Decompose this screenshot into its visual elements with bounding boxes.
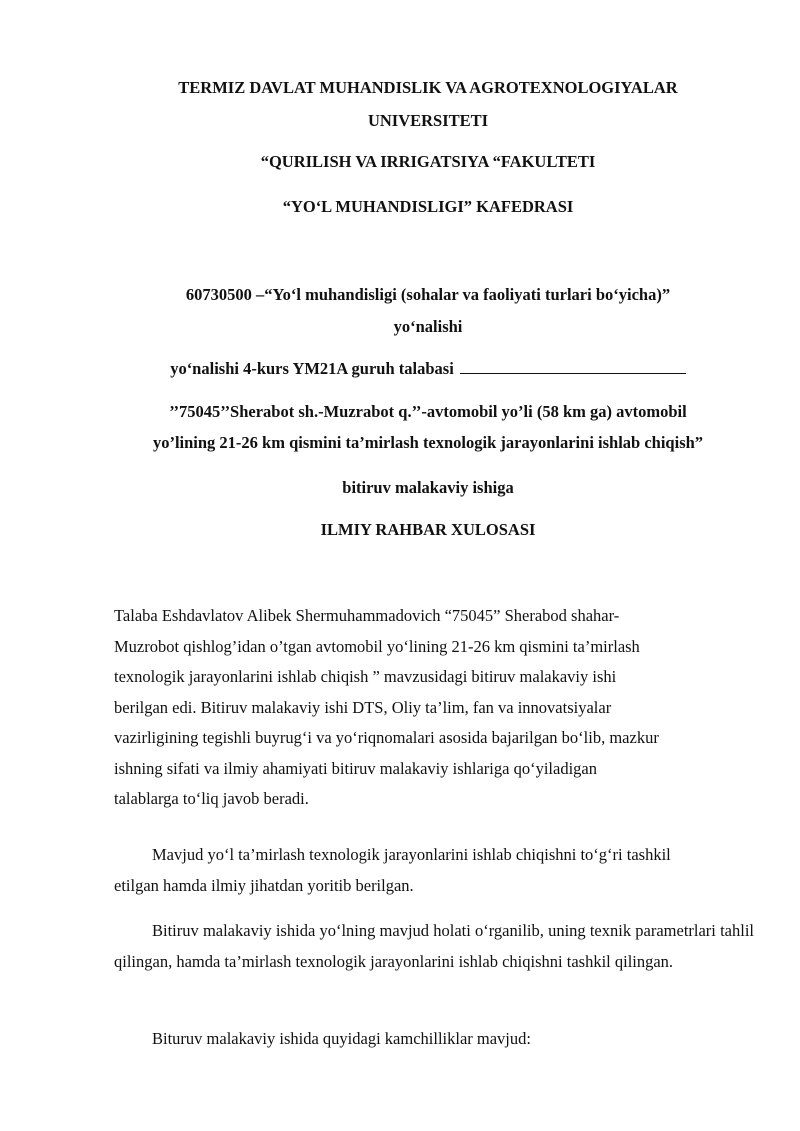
university-name-line2: UNIVERSITETI	[367, 111, 489, 130]
specialty-line1: 60730500 –“Yo‘l muhandisligi (sohalar va faoliyati turlari bo‘yicha)”	[185, 285, 671, 304]
student-line-text: yo‘nalishi 4-kurs YM21A guruh talabasi	[170, 359, 454, 378]
thesis-subtitle: bitiruv malakaviy ishiga	[342, 478, 514, 497]
paragraph-1-line: vazirligining tegishli buyrug‘i va yo‘riqnomalari asosida bajarilgan bo‘lib, mazkur	[114, 728, 659, 747]
student-name-blank	[460, 357, 686, 374]
paragraph-1-line: texnologik jarayonlarini ishlab chiqish ” mavzusidagi bitiruv malakaviy ishi	[114, 667, 617, 686]
paragraph-4: Bituruv malakaviy ishida quyidagi kamchilliklar mavjud:	[152, 1029, 531, 1048]
paragraph-2-line: etilgan hamda ilmiy jihatdan yoritib berilgan.	[114, 875, 414, 895]
paragraph-1-line: Talaba Eshdavlatov Alibek Shermuhammadovich “75045” Sherabod shahar-	[114, 606, 620, 625]
paragraph-1-line: berilgan edi. Bitiruv malakaviy ishi DTS, Oliy ta’lim, fan va innovatsiyalar	[114, 697, 612, 717]
paragraph-1-line: Muzrobot qishlog’idan o’tgan avtomobil yo‘lining 21-26 km qismini ta’mirlash	[114, 636, 640, 656]
specialty-line2: yo‘nalishi	[393, 317, 463, 336]
faculty-name: “QURILISH VA IRRIGATSIYA “FAKULTETI	[260, 152, 596, 171]
paragraph-2	[114, 840, 754, 901]
review-heading: ILMIY RAHBAR XULOSASI	[320, 520, 536, 539]
thesis-title-line1: ’’75045’’Sherabot sh.-Muzrabot q.’’-avtomobil yo’li (58 km ga) avtomobil	[169, 402, 687, 421]
paragraph-2-line: Mavjud yo‘l ta’mirlash texnologik jarayonlarini ishlab chiqishni to‘g‘ri tashkil	[152, 845, 671, 864]
thesis-title-line2: yo’lining 21-26 km qismini ta’mirlash texnologik jarayonlarini ishlab chiqish”	[152, 433, 704, 452]
paragraph-1-line: talablarga to‘liq javob beradi.	[114, 789, 309, 808]
paragraph-3: Bitiruv malakaviy ishida yo‘lning mavjud holati o‘rganilib, uning texnik parametrlari tahlil qilingan, hamda ta’mirlash texnologik jarayonlarini ishlab chiqishni tashkil qilingan.	[114, 921, 754, 971]
student-line	[100, 355, 756, 383]
paragraph-1-line: ishning sifati va ilmiy ahamiyati bitiruv malakaviy ishlariga qo‘yiladigan	[114, 758, 597, 778]
paragraph-1	[114, 601, 754, 815]
university-name-line1: TERMIZ DAVLAT MUHANDISLIK VA AGROTEXNOLOGIYALAR	[178, 78, 678, 97]
department-name: “YO‘L MUHANDISLIGI” KAFEDRASI	[282, 197, 574, 216]
